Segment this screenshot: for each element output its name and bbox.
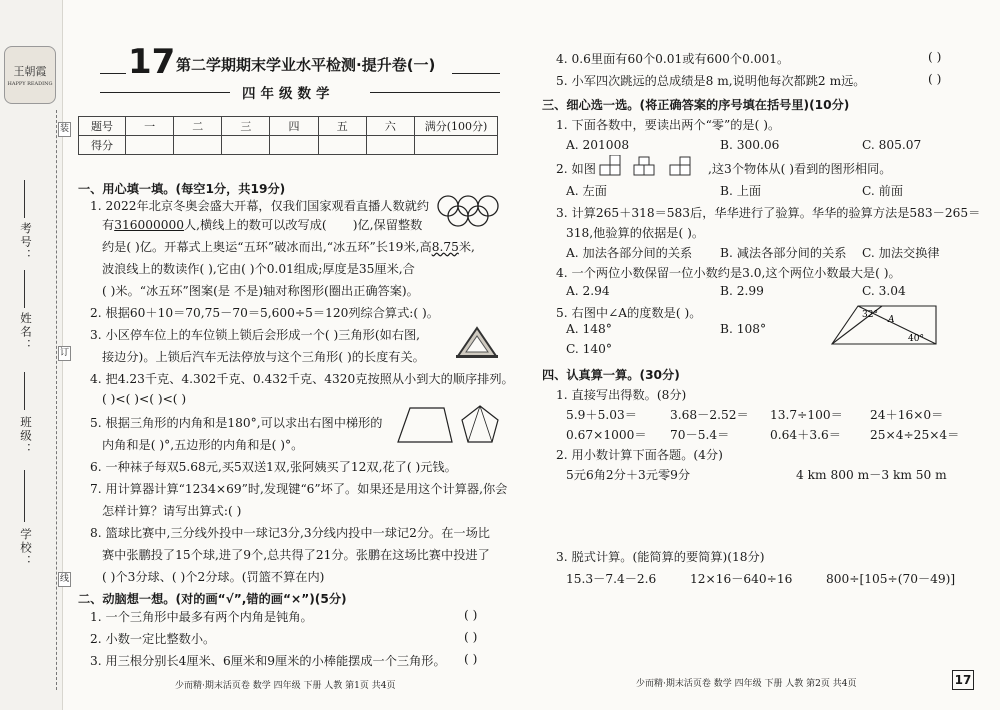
trapezoid-pentagon-image [394, 404, 504, 446]
mc-q2-suffix: ,这3个物体从( )看到的图形相同。 [708, 162, 892, 176]
subtitle-rule-right [370, 92, 500, 93]
option-b[interactable]: B. 300.06 [720, 138, 780, 152]
option-c[interactable]: C. 3.04 [862, 284, 906, 298]
angle-label-32: 32° [862, 310, 878, 320]
mc-q1: 1. 下面各数中，要读出两个“零”的是( )。 [556, 118, 781, 132]
exam-id-label: 考号： [19, 222, 33, 263]
paper-number: 17 [128, 42, 176, 82]
calc-item: 4 km 800 m－3 km 50 m [796, 468, 947, 482]
option-c[interactable]: C. 加法交换律 [862, 246, 940, 260]
q1-line1: 1. 2022年北京冬奥会盛大开幕，仅我们国家观看直播人数就约 [90, 199, 430, 213]
q4-line1: 4. 把4.23千克、4.302千克、0.432千克、4320克按照从小到大的顺序排列。 [90, 372, 514, 386]
score-header-row [79, 117, 498, 136]
name-line [24, 270, 25, 308]
section4-heading: 四、认真算一算。(30分) [542, 368, 680, 382]
q8-line1: 8. 篮球比赛中,三分线外投中一球记3分,3分线内投中一球记2分。在一场比 [90, 526, 490, 540]
tf-item: 5. 小军四次跳远的总成绩是8 m,说明他每次都跳2 m远。 [556, 74, 866, 88]
option-b[interactable]: B. 108° [720, 322, 767, 336]
calc-item: 12×16－640÷16 [690, 572, 793, 586]
mc-q2-prefix: 2. 如图 [556, 162, 596, 176]
q1-line4: 波浪线上的数读作( ),它由( )个0.01组成;厚度是35厘米,合 [102, 262, 415, 276]
answer-paren[interactable]: ( ) [928, 50, 942, 64]
page-number-box: 17 [952, 670, 974, 690]
mc-q5: 5. 右图中∠A的度数是( )。 [556, 306, 702, 320]
option-a[interactable]: A. 148° [566, 322, 612, 336]
option-c[interactable]: C. 805.07 [862, 138, 922, 152]
q6-text: 6. 一种袜子每双5.68元,买5双送1双,张阿姨买了12双,花了( )元钱。 [90, 460, 457, 474]
tf-item: 3. 用三根分别长4厘米、6厘米和9厘米的小棒能摆成一个三角形。 [90, 654, 446, 668]
score-cell: 满分(100分) [415, 117, 498, 136]
q5-line1: 5. 根据三角形的内角和是180°,可以求出右图中梯形的 [90, 416, 383, 430]
answer-paren[interactable]: ( ) [464, 630, 478, 644]
score-input[interactable] [222, 136, 270, 155]
q1-text: 有 [102, 218, 115, 232]
option-a[interactable]: A. 201008 [566, 138, 630, 152]
score-cell: 五 [318, 117, 366, 136]
score-input[interactable] [366, 136, 414, 155]
logo-subtext: HAPPY READING [7, 81, 53, 87]
option-a[interactable]: A. 2.94 [566, 284, 610, 298]
subject-title: 四年级数学 [242, 86, 335, 102]
calc-item: 0.64＋3.6＝ [770, 428, 841, 442]
calc-item: 800÷[105÷(70－49)] [826, 572, 956, 586]
option-a[interactable]: A. 左面 [566, 184, 607, 198]
score-input[interactable] [126, 136, 174, 155]
score-table [78, 116, 498, 155]
logo-text: 王朝霞 [13, 65, 47, 78]
answer-paren[interactable]: ( ) [464, 652, 478, 666]
q3-line2: 接边分)。上锁后汽车无法停放与这个三角形( )的长度有关。 [102, 350, 425, 364]
binding-strip [0, 0, 70, 710]
q1-line3 [102, 238, 475, 255]
olympic-rings-image [436, 194, 500, 228]
calc-item: 5.9＋5.03＝ [566, 408, 637, 422]
score-value-row [79, 136, 498, 155]
q8-line3: ( )个3分球、( )个2分球。(罚篮不算在内) [102, 570, 325, 584]
name-label: 姓名： [19, 312, 33, 353]
score-cell: 题号 [79, 117, 126, 136]
q1-line2 [102, 216, 422, 233]
page-title: 第二学期期末学业水平检测·提升卷(一) [176, 56, 436, 74]
option-b[interactable]: B. 减法各部分间的关系 [720, 246, 847, 260]
cut-mark-ding: 订 [58, 346, 71, 361]
score-input[interactable] [174, 136, 222, 155]
class-line [24, 372, 25, 410]
angle-figure [828, 302, 940, 348]
cut-mark-zhuang: 装 [58, 122, 71, 137]
section3-heading: 三、细心选一选。(将正确答案的序号填在括号里)(10分) [542, 98, 850, 112]
mc-q4: 4. 一个两位小数保留一位小数约是3.0,这个两位小数最大是( )。 [556, 266, 901, 280]
calc-item: 70－5.4＝ [670, 428, 730, 442]
footer-left: 少而精·期末活页卷 数学 四年级 下册 人教 第1页 共4页 [175, 681, 396, 691]
title-rule-left [100, 73, 126, 74]
q3-line1: 3. 小区停车位上的车位锁上锁后会形成一个( )三角形(如右图, [90, 328, 421, 342]
q7-line2: 怎样计算？请写出算式:( ) [102, 504, 242, 518]
q4-line2: ( )<( )<( )<( ) [102, 392, 187, 406]
q7-line1: 7. 用计算器计算“1234×69”时,发现键“6”坏了。如果还是用这个计算器,你会 [90, 482, 508, 496]
score-cell: 二 [174, 117, 222, 136]
section2-heading: 二、动脑想一想。(对的画“√”,错的画“×”)(5分) [78, 592, 347, 606]
option-b[interactable]: B. 2.99 [720, 284, 764, 298]
calc-item: 3.68－2.52＝ [670, 408, 749, 422]
calc-part3: 3. 脱式计算。(能简算的要简算)(18分) [556, 550, 765, 564]
q5-line2: 内角和是( )°,五边形的内角和是( )°。 [102, 438, 304, 452]
class-label: 班级： [19, 416, 33, 457]
angle-label-40: 40° [908, 334, 924, 344]
q1-line5: ( )米。“冰五环”图案(是 不是)轴对称图形(圈出正确答案)。 [102, 284, 419, 298]
answer-paren[interactable]: ( ) [928, 72, 942, 86]
calc-part1: 1. 直接写出得数。(8分) [556, 388, 687, 402]
calc-item: 13.7÷100＝ [770, 408, 843, 422]
section1-heading: 一、用心填一填。(每空1分，共19分) [78, 182, 286, 196]
option-c[interactable]: C. 140° [566, 342, 612, 356]
q8-line2: 赛中张鹏投了15个球,进了9个,总共得了21分。张鹏在这场比赛中投进了 [102, 548, 490, 562]
score-input[interactable] [415, 136, 498, 155]
parking-lock-image [454, 324, 500, 360]
mc-q3-line1: 3. 计算265＋318＝583后，华华进行了验算。华华的验算方法是583－265＝ [556, 206, 981, 220]
score-cell: 三 [222, 117, 270, 136]
calc-item: 0.67×1000＝ [566, 428, 647, 442]
subtitle-rule-left [100, 92, 230, 93]
option-c[interactable]: C. 前面 [862, 184, 904, 198]
tf-item: 1. 一个三角形中最多有两个内角是钝角。 [90, 610, 313, 624]
q1-number: 316000000 [114, 218, 184, 232]
score-cell: 六 [366, 117, 414, 136]
exam-id-line [24, 180, 25, 218]
q1-text: )亿,保留整数 [352, 218, 423, 232]
mc-q3-line2: 318,他验算的依据是( )。 [566, 226, 705, 240]
calc-item: 24＋16×0＝ [870, 408, 944, 422]
school-line [24, 470, 25, 522]
option-b[interactable]: B. 上面 [720, 184, 762, 198]
cube-stacks-image [598, 155, 708, 179]
calc-part2: 2. 用小数计算下面各题。(4分) [556, 448, 723, 462]
school-label: 学校： [19, 528, 33, 569]
score-input[interactable] [270, 136, 318, 155]
tf-item: 4. 0.6里面有60个0.01或有600个0.001。 [556, 52, 790, 66]
q1-text: 人,横线上的数可以改写成( [183, 218, 327, 232]
score-cell: 一 [126, 117, 174, 136]
q2-text: 2. 根据60＋10＝70,75－70＝5,600÷5＝120列综合算式:( )。 [90, 306, 439, 320]
answer-paren[interactable]: ( ) [464, 608, 478, 622]
score-cell: 四 [270, 117, 318, 136]
calc-item: 15.3－7.4－2.6 [566, 572, 657, 586]
q1-text: 约是( )亿。开幕式上奥运“五环”破冰而出,“冰五环”长19米,高 [102, 240, 432, 254]
score-input[interactable] [318, 136, 366, 155]
angle-label-a: A [888, 315, 895, 325]
q1-text: 米, [458, 240, 475, 254]
cut-line [56, 110, 57, 690]
tf-item: 2. 小数一定比整数小。 [90, 632, 216, 646]
footer-right: 少而精·期末活页卷 数学 四年级 下册 人教 第2页 共4页 [636, 679, 857, 689]
option-a[interactable]: A. 加法各部分间的关系 [566, 246, 693, 260]
q1-wavy-number: 8.75 [431, 240, 459, 254]
score-cell: 得分 [79, 136, 126, 155]
title-rule-right [452, 73, 500, 74]
calc-item: 5元6角2分＋3元零9分 [566, 468, 691, 482]
brand-logo [4, 46, 56, 104]
calc-item: 25×4÷25×4＝ [870, 428, 960, 442]
cut-mark-xian: 线 [58, 572, 71, 587]
